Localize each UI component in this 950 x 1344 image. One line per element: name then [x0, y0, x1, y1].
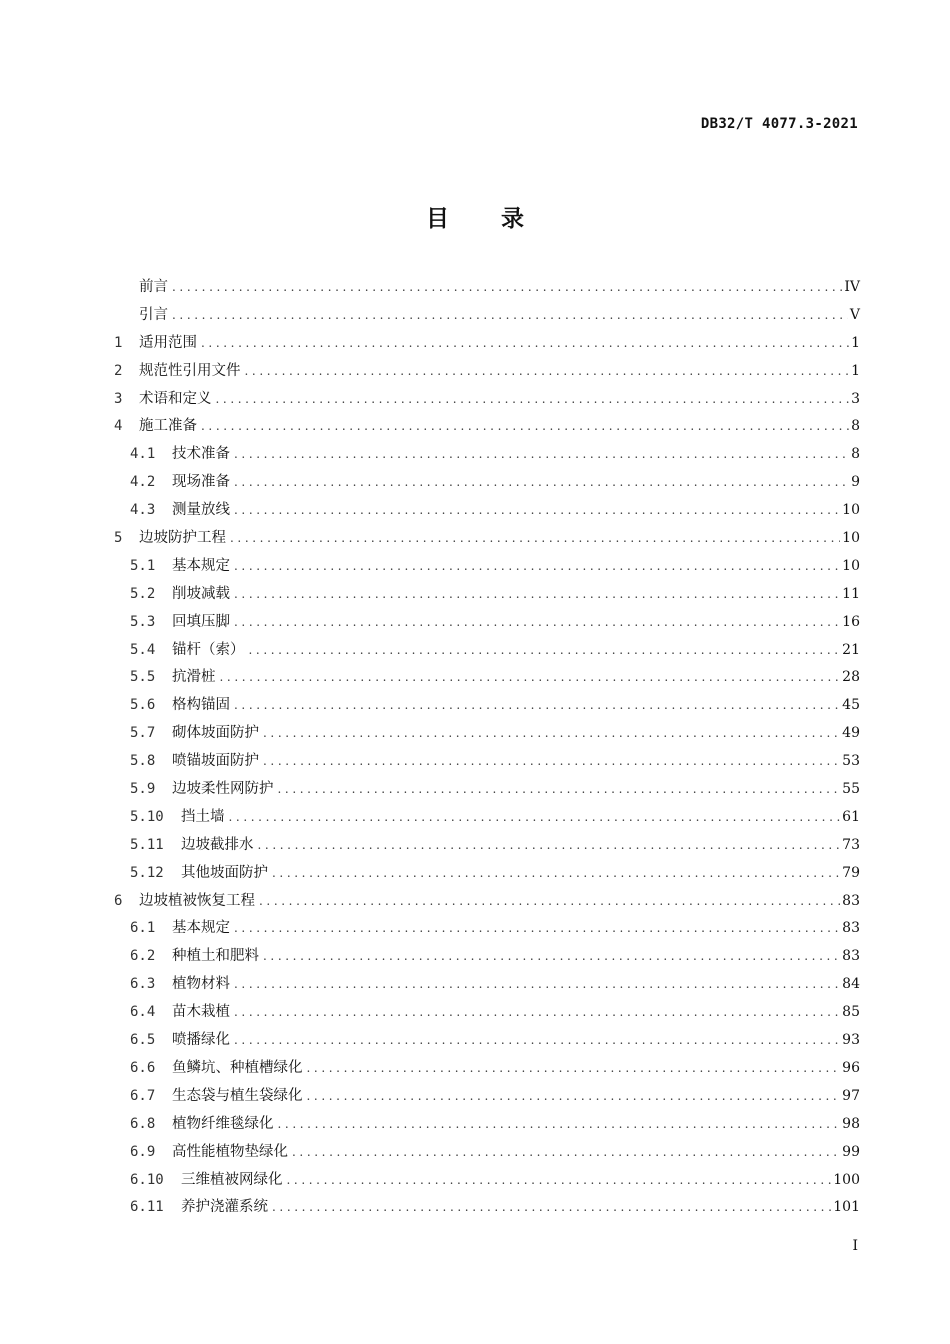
toc-entry-title: 适用范围 — [139, 334, 197, 351]
toc-entry[interactable] — [114, 1167, 860, 1195]
toc-entry[interactable] — [114, 1111, 860, 1139]
toc-entry-page: 8 — [851, 418, 860, 435]
toc-entry-title: 植物纤维毯绿化 — [172, 1115, 274, 1132]
document-code: DB32/T 4077.3-2021 — [700, 116, 858, 132]
toc-entry-number: 5.11 — [130, 836, 164, 853]
toc-entry-number: 5.8 — [130, 753, 156, 770]
toc-entry[interactable] — [114, 832, 860, 860]
toc-entry-page: 93 — [842, 1032, 860, 1049]
toc-entry[interactable] — [114, 553, 860, 581]
toc-entry-number: 6.4 — [130, 1004, 156, 1021]
toc-entry-number: 4.2 — [130, 474, 156, 491]
toc-entry-page: 10 — [842, 530, 860, 547]
toc-entry-page: 3 — [851, 390, 860, 407]
toc-entry-title: 其他坡面防护 — [181, 864, 268, 881]
toc-entry-title: 基本规定 — [172, 920, 230, 937]
toc-entry[interactable] — [114, 804, 860, 832]
toc-dot-leader — [234, 692, 840, 720]
toc-entry[interactable] — [114, 664, 860, 692]
toc-entry-number: 1 — [114, 334, 123, 351]
toc-dot-leader — [201, 413, 849, 441]
toc-entry[interactable] — [114, 386, 860, 414]
toc-entry[interactable] — [114, 999, 860, 1027]
toc-entry-page: 79 — [842, 864, 860, 881]
toc-entry[interactable] — [114, 330, 860, 358]
toc-entry-title: 高性能植物垫绿化 — [172, 1143, 288, 1160]
toc-entry-page: IV — [844, 279, 860, 295]
toc-entry-title: 边坡柔性网防护 — [172, 781, 274, 798]
toc-dot-leader — [249, 637, 841, 665]
toc-entry[interactable] — [114, 274, 860, 302]
toc-entry-number: 5.10 — [130, 808, 164, 825]
toc-dot-leader — [216, 386, 850, 414]
toc-entry-page: 97 — [842, 1087, 860, 1104]
toc-dot-leader — [258, 832, 841, 860]
toc-entry-title: 喷锚坡面防护 — [172, 753, 259, 770]
toc-entry-page: 53 — [842, 753, 860, 770]
toc-entry-number: 6.3 — [130, 976, 156, 993]
toc-entry[interactable] — [114, 441, 860, 469]
toc-entry-title: 术语和定义 — [139, 390, 212, 407]
toc-entry-number: 6.9 — [130, 1143, 156, 1160]
toc-dot-leader — [278, 776, 841, 804]
toc-entry[interactable] — [114, 469, 860, 497]
toc-entry-number: 6.2 — [130, 948, 156, 965]
toc-list — [114, 274, 860, 1222]
toc-entry-number: 5.2 — [130, 585, 156, 602]
toc-entry[interactable] — [114, 497, 860, 525]
toc-entry-title: 砌体坡面防护 — [172, 725, 259, 742]
toc-entry-title: 抗滑桩 — [172, 669, 216, 686]
toc-entry-number: 5.5 — [130, 669, 156, 686]
toc-entry-page: 45 — [842, 697, 860, 714]
toc-dot-leader — [234, 581, 840, 609]
toc-entry-title: 回填压脚 — [172, 613, 230, 630]
toc-entry-title: 植物材料 — [172, 976, 230, 993]
toc-entry-title: 边坡截排水 — [181, 836, 254, 853]
toc-entry-number: 4 — [114, 418, 123, 435]
toc-entry-number: 5 — [114, 530, 123, 547]
toc-entry[interactable] — [114, 971, 860, 999]
toc-dot-leader — [259, 888, 840, 916]
toc-entry[interactable] — [114, 888, 860, 916]
toc-entry-title: 基本规定 — [172, 557, 230, 574]
toc-entry-title: 边坡防护工程 — [139, 530, 226, 547]
toc-entry-page: 55 — [842, 781, 860, 798]
toc-entry-number: 6.6 — [130, 1059, 156, 1076]
toc-dot-leader — [307, 1055, 841, 1083]
toc-entry-page: 99 — [842, 1143, 860, 1160]
toc-dot-leader — [234, 971, 840, 999]
toc-entry-page: 100 — [833, 1171, 860, 1188]
toc-entry[interactable] — [114, 302, 860, 330]
toc-entry-number: 4.3 — [130, 502, 156, 519]
toc-entry-page: 83 — [842, 920, 860, 937]
toc-dot-leader — [272, 860, 840, 888]
toc-entry-title: 苗木栽植 — [172, 1004, 230, 1021]
toc-entry-number: 4.1 — [130, 446, 156, 463]
toc-entry-page: 61 — [842, 808, 860, 825]
toc-entry-title: 鱼鳞坑、种植槽绿化 — [172, 1059, 303, 1076]
toc-entry-number: 6.8 — [130, 1115, 156, 1132]
toc-dot-leader — [234, 497, 840, 525]
toc-entry[interactable] — [114, 748, 860, 776]
toc-entry-page: 21 — [842, 641, 860, 658]
toc-entry-page: 16 — [842, 613, 860, 630]
toc-entry-number: 5.9 — [130, 781, 156, 798]
toc-entry-page: 10 — [842, 557, 860, 574]
page-number: I — [852, 1238, 858, 1254]
toc-entry-page: 83 — [842, 892, 860, 909]
toc-entry-number: 3 — [114, 390, 123, 407]
toc-entry-page: 85 — [842, 1004, 860, 1021]
toc-dot-leader — [234, 609, 840, 637]
toc-entry[interactable] — [114, 413, 860, 441]
toc-dot-leader — [287, 1167, 832, 1195]
toc-entry-page: 9 — [851, 474, 860, 491]
toc-entry-title: 施工准备 — [139, 418, 197, 435]
toc-entry-number: 5.6 — [130, 697, 156, 714]
toc-entry-number: 2 — [114, 362, 123, 379]
toc-entry[interactable] — [114, 1139, 860, 1167]
toc-entry-page: 28 — [842, 669, 860, 686]
toc-dot-leader — [292, 1139, 840, 1167]
toc-entry-number: 5.4 — [130, 641, 156, 658]
toc-entry-page: 49 — [842, 725, 860, 742]
toc-entry-number: 6.10 — [130, 1171, 164, 1188]
toc-entry-title: 边坡植被恢复工程 — [139, 892, 255, 909]
toc-entry-number: 5.1 — [130, 557, 156, 574]
toc-entry-number: 5.7 — [130, 725, 156, 742]
toc-entry-title: 生态袋与植生袋绿化 — [172, 1087, 303, 1104]
toc-title: 目录 — [426, 206, 576, 232]
toc-entry[interactable] — [114, 692, 860, 720]
toc-entry-number: 6.7 — [130, 1087, 156, 1104]
toc-entry-title: 格构锚固 — [172, 697, 230, 714]
toc-entry-title: 种植土和肥料 — [172, 948, 259, 965]
toc-entry-number: 5.3 — [130, 613, 156, 630]
toc-entry[interactable] — [114, 860, 860, 888]
toc-entry-title: 喷播绿化 — [172, 1032, 230, 1049]
toc-entry[interactable] — [114, 1027, 860, 1055]
toc-dot-leader — [230, 525, 840, 553]
toc-entry-title: 现场准备 — [172, 474, 230, 491]
toc-entry[interactable] — [114, 358, 860, 386]
toc-entry[interactable] — [114, 525, 860, 553]
toc-entry-number: 6 — [114, 892, 123, 909]
toc-entry-page: 8 — [851, 446, 860, 463]
toc-entry-title: 削坡减载 — [172, 585, 230, 602]
toc-entry-page: 101 — [833, 1199, 860, 1216]
toc-entry-title: 养护浇灌系统 — [181, 1199, 268, 1216]
toc-dot-leader — [234, 915, 840, 943]
toc-entry-title: 挡土墙 — [181, 808, 225, 825]
toc-dot-leader — [172, 274, 842, 302]
toc-entry[interactable] — [114, 720, 860, 748]
toc-entry-number: 5.12 — [130, 864, 164, 881]
toc-dot-leader — [307, 1083, 841, 1111]
toc-entry[interactable] — [114, 776, 860, 804]
toc-entry[interactable] — [114, 637, 860, 665]
toc-entry[interactable] — [114, 915, 860, 943]
toc-dot-leader — [234, 469, 849, 497]
toc-entry[interactable] — [114, 943, 860, 971]
toc-entry-number: 6.1 — [130, 920, 156, 937]
toc-dot-leader — [278, 1111, 841, 1139]
toc-entry-title: 技术准备 — [172, 446, 230, 463]
toc-dot-leader — [201, 330, 849, 358]
toc-entry-page: V — [849, 306, 860, 323]
toc-dot-leader — [245, 358, 850, 386]
toc-entry-title: 引言 — [139, 306, 168, 323]
toc-dot-leader — [263, 748, 840, 776]
toc-dot-leader — [234, 441, 849, 469]
toc-dot-leader — [234, 1027, 840, 1055]
toc-dot-leader — [234, 553, 840, 581]
toc-entry-number: 6.11 — [130, 1199, 164, 1216]
toc-entry-page: 84 — [842, 976, 860, 993]
toc-entry-title: 三维植被网绿化 — [181, 1171, 283, 1188]
toc-dot-leader — [220, 664, 841, 692]
toc-entry-page: 83 — [842, 948, 860, 965]
toc-entry-page: 96 — [842, 1059, 860, 1076]
toc-entry-page: 1 — [851, 362, 860, 379]
toc-dot-leader — [263, 720, 840, 748]
toc-entry-title: 规范性引用文件 — [139, 362, 241, 379]
toc-entry-title: 测量放线 — [172, 502, 230, 519]
toc-entry-page: 11 — [842, 585, 860, 602]
toc-entry-title: 锚杆（索） — [172, 641, 245, 658]
toc-entry[interactable] — [114, 609, 860, 637]
toc-dot-leader — [272, 1194, 831, 1222]
toc-entry-title: 前言 — [139, 279, 168, 295]
toc-dot-leader — [229, 804, 841, 832]
toc-entry-number: 6.5 — [130, 1032, 156, 1049]
toc-entry-page: 98 — [842, 1115, 860, 1132]
toc-entry[interactable] — [114, 1055, 860, 1083]
toc-dot-leader — [263, 943, 840, 971]
toc-entry[interactable] — [114, 581, 860, 609]
toc-dot-leader — [234, 999, 840, 1027]
toc-entry[interactable] — [114, 1194, 860, 1222]
toc-dot-leader — [172, 302, 848, 330]
toc-entry-page: 1 — [851, 334, 860, 351]
toc-entry[interactable] — [114, 1083, 860, 1111]
toc-entry-page: 73 — [842, 836, 860, 853]
toc-entry-page: 10 — [842, 502, 860, 519]
